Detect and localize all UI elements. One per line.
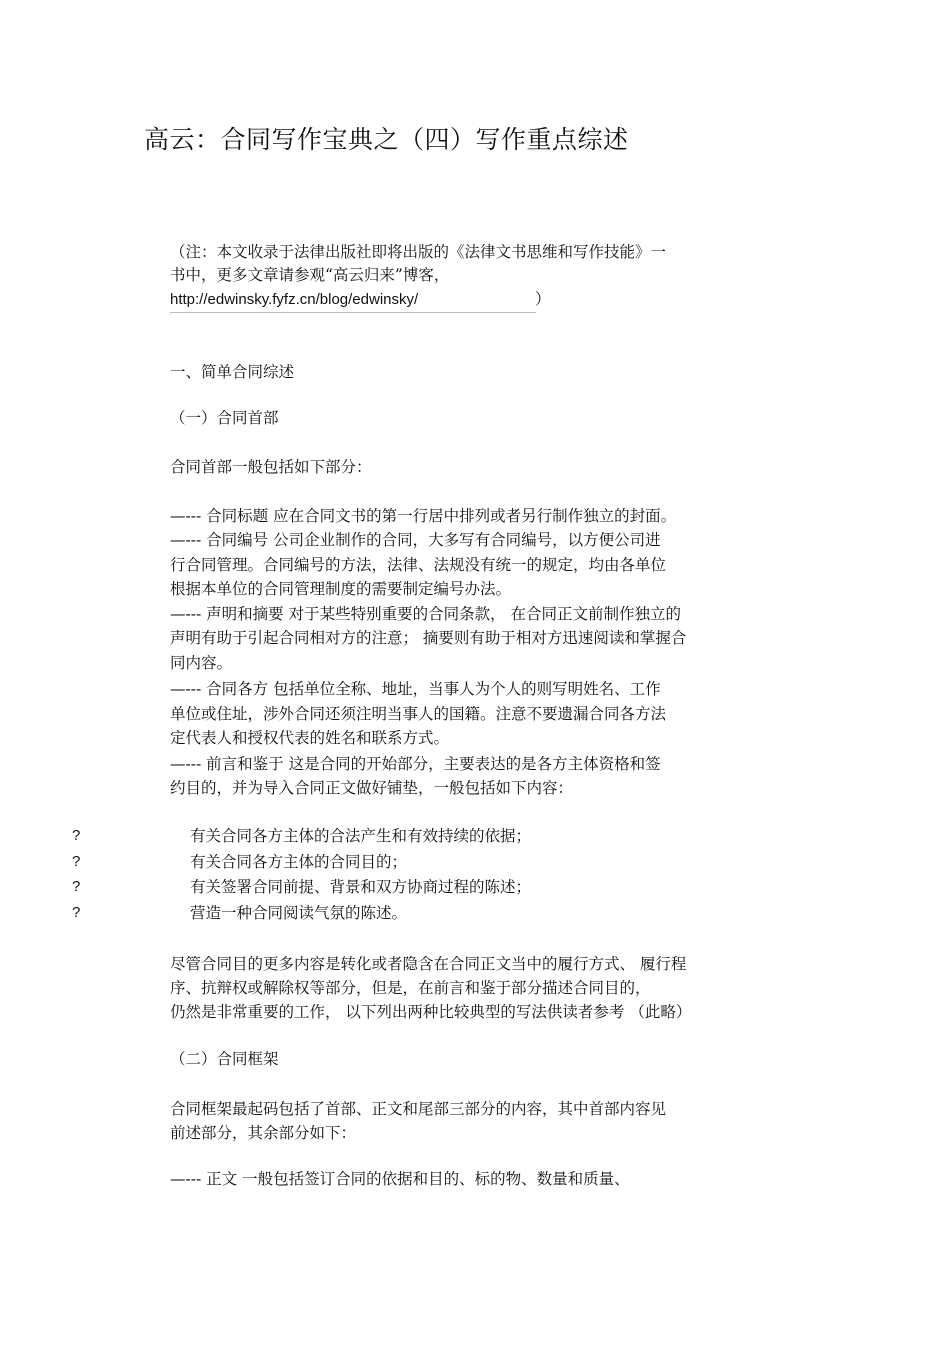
bullet-item: 有关合同各方主体的合法产生和有效持续的依据；: [190, 827, 532, 845]
text-line: —--- 正文 一般包括签订合同的依据和目的、标的物、数量和质量、: [170, 1170, 630, 1188]
bullet-marker: ?: [72, 853, 81, 870]
subsection-heading: （一）合同首部: [170, 409, 279, 427]
text-line: 约目的，并为导入合同正文做好铺垫，一般包括如下内容：: [170, 779, 574, 797]
text-line: 仍然是非常重要的工作， 以下列出两种比较典型的写法供读者参考 （此略）: [170, 1003, 692, 1021]
bullet-marker: ?: [72, 878, 81, 895]
bullet-item: 有关合同各方主体的合同目的；: [190, 853, 408, 871]
document-title: 高云：合同写作宝典之（四）写作重点综述: [144, 125, 629, 154]
bullet-marker: ?: [72, 904, 81, 921]
text-line: —--- 声明和摘要 对于某些特别重要的合同条款， 在合同正文前制作独立的: [170, 605, 681, 623]
text-line: 序、抗辩权或解除权等部分，但是，在前言和鉴于部分描述合同目的，: [170, 979, 651, 997]
note-line-1: （注：本文收录于法律出版社即将出版的《法律文书思维和写作技能》一: [170, 243, 667, 261]
note-close-paren: ）: [535, 290, 551, 308]
paragraph-intro: 合同首部一般包括如下部分：: [170, 458, 372, 476]
text-line: 行合同管理。合同编号的方法，法律、法规没有统一的规定，均由各单位: [170, 556, 667, 574]
text-line: —--- 合同编号 公司企业制作的合同，大多写有合同编号，以方便公司进: [170, 531, 661, 549]
text-line: 前述部分，其余部分如下：: [170, 1124, 357, 1142]
subsection-heading: （二）合同框架: [170, 1050, 279, 1068]
blog-url[interactable]: http://edwinsky.fyfz.cn/blog/edwinsky/: [170, 291, 419, 308]
blog-link[interactable]: [170, 287, 536, 313]
text-line: 合同框架最起码包括了首部、正文和尾部三部分的内容，其中首部内容见: [170, 1100, 667, 1118]
text-line: 声明有助于引起合同相对方的注意； 摘要则有助于相对方迅速阅读和掌握合: [170, 629, 687, 647]
note-line-2: 书中，更多文章请参观“高云归来”博客，: [170, 266, 450, 284]
text-line: —--- 合同各方 包括单位全称、地址，当事人为个人的则写明姓名、工作: [170, 680, 661, 698]
text-line: 尽管合同目的更多内容是转化或者隐含在合同正文当中的履行方式、 履行程: [170, 955, 687, 973]
text-line: —--- 前言和鉴于 这是合同的开始部分，主要表达的是各方主体资格和签: [170, 755, 661, 773]
text-line: 同内容。: [170, 654, 233, 672]
text-line: —--- 合同标题 应在合同文书的第一行居中排列或者另行制作独立的封面。: [170, 507, 677, 525]
text-line: 根据本单位的合同管理制度的需要制定编号办法。: [170, 580, 512, 598]
text-line: 单位或住址，涉外合同还须注明当事人的国籍。注意不要遗漏合同各方法: [170, 705, 667, 723]
text-line: 定代表人和授权代表的姓名和联系方式。: [170, 729, 450, 747]
bullet-marker: ?: [72, 827, 81, 844]
bullet-item: 有关签署合同前提、背景和双方协商过程的陈述；: [190, 878, 532, 896]
bullet-item: 营造一种合同阅读气氛的陈述。: [190, 904, 408, 922]
section-heading: 一、简单合同综述: [170, 363, 295, 381]
